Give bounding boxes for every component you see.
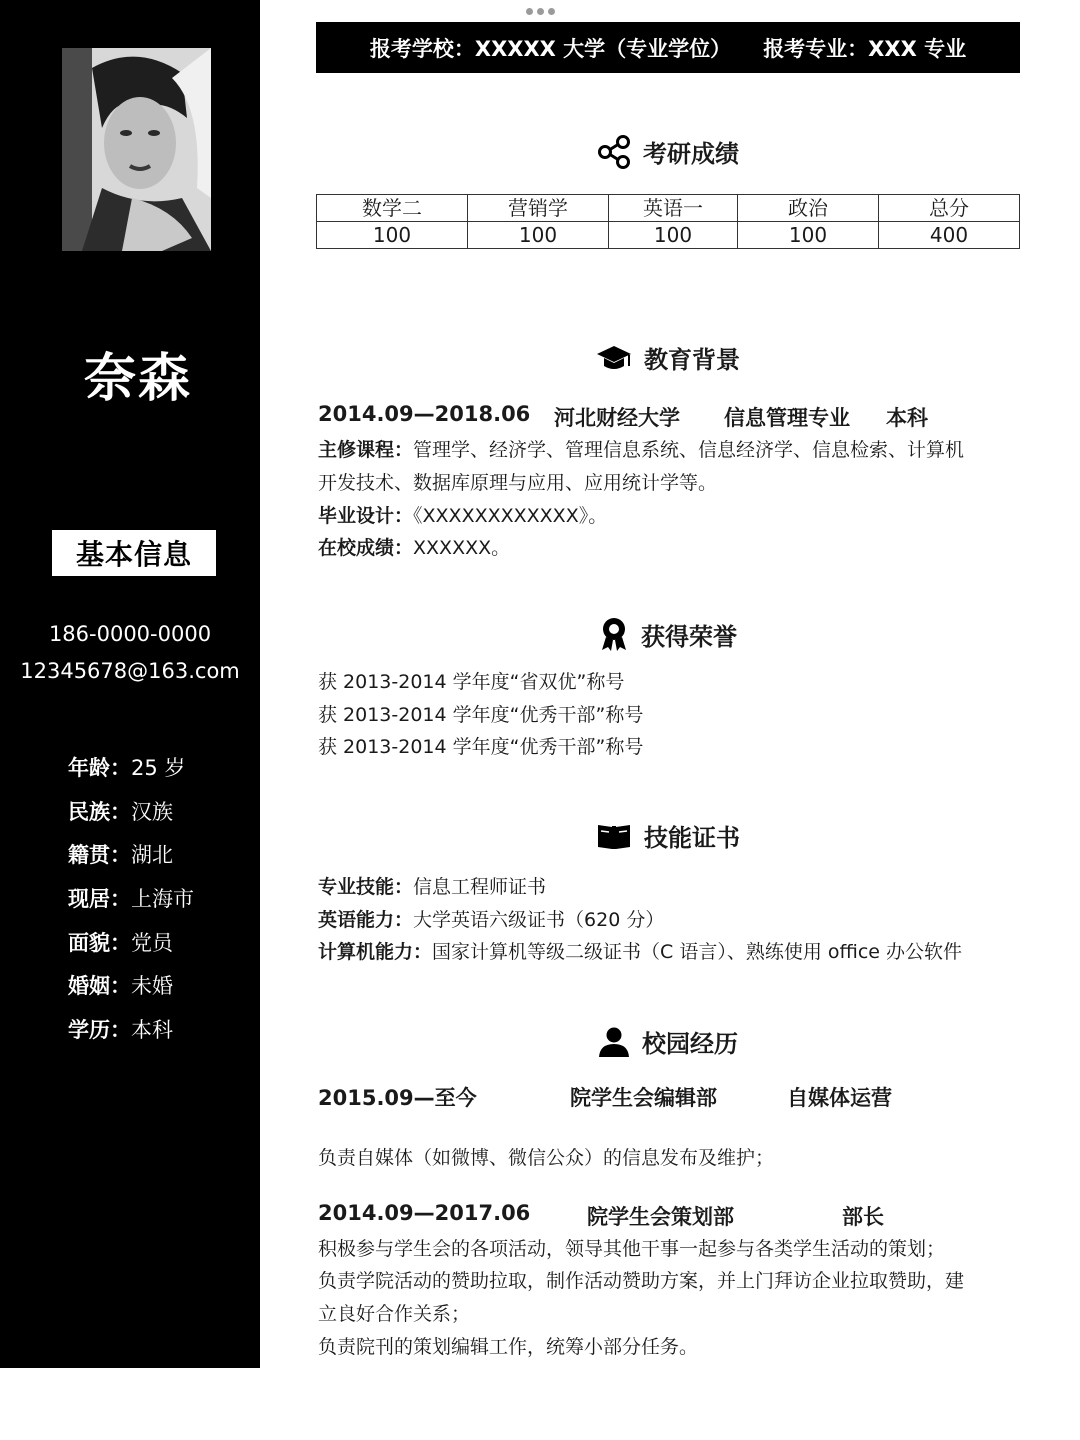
courses-line-continued: 开发技术、数据库原理与应用、应用统计学等。	[318, 472, 718, 494]
campus-entry-role: 部长	[842, 1205, 884, 1229]
info-row-political-status: 面貌：党员	[68, 930, 173, 955]
campus-entry-header	[318, 1082, 1018, 1110]
personal-info-list	[68, 752, 194, 1058]
score-table	[316, 194, 1020, 249]
table-cell: 100	[738, 222, 879, 249]
education-school: 河北财经大学	[554, 406, 680, 430]
award-ribbon-icon	[599, 616, 629, 652]
table-cell: 100	[468, 222, 609, 249]
list-item: 获 2013-2014 学年度“优秀干部”称号	[318, 704, 644, 726]
phone-number: 186-0000-0000	[48, 622, 212, 646]
info-row-marital-status: 婚姻：未婚	[68, 974, 173, 999]
target-major: 报考专业：XXX 专业	[763, 36, 967, 61]
campus-entry-line: 负责学院活动的赞助拉取，制作活动赞助方案，并上门拜访企业拉取赞助，建	[318, 1270, 965, 1292]
book-icon	[596, 821, 632, 851]
table-cell: 100	[609, 222, 738, 249]
skill-line-computer: 计算机能力：国家计算机等级二级证书（C 语言）、熟练使用 office 办公软件	[318, 941, 963, 963]
table-header-cell: 总分	[879, 195, 1020, 222]
table-header-cell: 营销学	[468, 195, 609, 222]
table-row	[317, 195, 1020, 222]
sidebar	[0, 0, 260, 1368]
campus-entry-period: 2015.09—至今	[318, 1086, 477, 1110]
info-row-hometown: 籍贯：湖北	[68, 843, 173, 868]
grades-line: 在校成绩：XXXXXX。	[318, 537, 511, 559]
campus-entry-line: 积极参与学生会的各项活动，领导其他干事一起参与各类学生活动的策划；	[318, 1238, 946, 1260]
info-row-age: 年龄：25 岁	[68, 756, 186, 780]
info-row-residence: 现居：上海市	[68, 887, 194, 912]
share-icon	[597, 135, 631, 169]
table-cell: 400	[879, 222, 1020, 249]
info-row-education: 学历：本科	[68, 1018, 173, 1043]
thesis-line: 毕业设计：《XXXXXXXXXXXX》。	[318, 505, 608, 527]
campus-entry-header	[318, 1201, 1018, 1229]
section-title-honors: 获得荣誉	[316, 616, 1020, 652]
skill-line-professional: 专业技能：信息工程师证书	[318, 876, 547, 898]
education-degree: 本科	[886, 406, 928, 430]
info-row-ethnicity: 民族：汉族	[68, 799, 173, 824]
table-header-cell: 数学二	[317, 195, 468, 222]
graduation-cap-icon	[596, 342, 632, 374]
table-header-cell: 政治	[738, 195, 879, 222]
campus-entry-org: 院学生会编辑部	[570, 1086, 717, 1110]
campus-entry-org: 院学生会策划部	[587, 1205, 734, 1229]
basic-info-title: 基本信息	[52, 530, 216, 576]
drag-handle[interactable]	[520, 8, 560, 18]
profile-photo	[62, 48, 211, 251]
application-header	[316, 22, 1020, 73]
campus-entry-period: 2014.09—2017.06	[318, 1201, 531, 1225]
table-row	[317, 222, 1020, 249]
email-address: 12345678@163.com	[20, 659, 240, 683]
list-item: 获 2013-2014 学年度“省双优”称号	[318, 671, 625, 693]
target-school: 报考学校：XXXXX 大学（专业学位）	[369, 36, 732, 61]
section-title-campus: 校园经历	[316, 1024, 1020, 1059]
courses-line: 主修课程：管理学、经济学、管理信息系统、信息经济学、信息检索、计算机	[318, 439, 965, 461]
person-icon	[598, 1026, 630, 1058]
campus-entry-role: 自媒体运营	[787, 1086, 892, 1110]
education-period: 2014.09—2018.06	[318, 402, 531, 426]
campus-entry-line: 立良好合作关系；	[318, 1303, 471, 1325]
section-title-education: 教育背景	[316, 340, 1020, 375]
campus-entry-line: 负责自媒体（如微博、微信公众）的信息发布及维护；	[318, 1147, 775, 1169]
campus-entry-line: 负责院刊的策划编辑工作，统筹小部分任务。	[318, 1336, 699, 1358]
education-header	[318, 402, 1018, 430]
section-title-skills: 技能证书	[316, 818, 1020, 853]
skill-line-english: 英语能力：大学英语六级证书（620 分）	[318, 909, 665, 931]
candidate-name: 奈森	[83, 349, 192, 409]
education-major: 信息管理专业	[724, 406, 850, 430]
list-item: 获 2013-2014 学年度“优秀干部”称号	[318, 736, 644, 758]
table-cell: 100	[317, 222, 468, 249]
section-title-scores: 考研成绩	[316, 134, 1020, 169]
table-header-cell: 英语一	[609, 195, 738, 222]
